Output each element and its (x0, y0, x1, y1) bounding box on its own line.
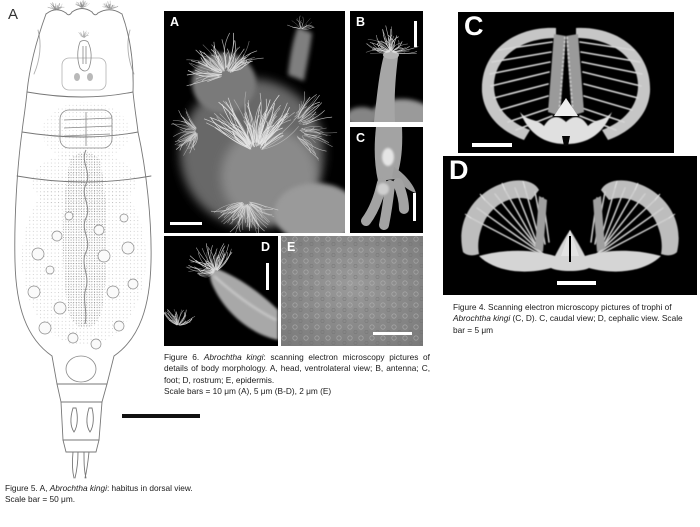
species-name: Abrochtha kingi (453, 313, 511, 324)
figure5-scale-bar (122, 414, 200, 418)
figure6-panel-a-label: A (170, 15, 180, 29)
figure5-caption: Figure 5. A, Abrochtha kingi: habitus in dorsal view. Scale bar = 50 μm. (5, 483, 193, 505)
head-cilia (76, 0, 90, 7)
sem-epidermis-art (281, 236, 423, 346)
figure4-caption: Figure 4. Scanning electron microscopy pictures of trophi of Abrochtha kingi (C, D). C, caudal view; D, cephalic view. Scale bar = 5 μm (453, 302, 683, 335)
figure5-scale-text: Scale bar = 50 μm. (5, 494, 76, 505)
figure4-panel-c-label: C (464, 12, 484, 41)
figure6-panel-d-label: D (260, 240, 270, 254)
scale-bar (557, 281, 596, 285)
scale-bar (472, 143, 512, 147)
sem-head-art (164, 11, 345, 233)
figure5-panel-label: A (8, 6, 19, 23)
species-name: Abrochtha kingi (203, 352, 264, 362)
sem-panel-trophi-cephalic (443, 156, 697, 295)
scale-bar (414, 21, 417, 47)
sem-panel-rostrum (164, 236, 278, 346)
scale-bar (373, 332, 412, 335)
trophi-cephalic-art (443, 156, 697, 295)
head-cilia (102, 1, 118, 9)
sem-panel-trophi-caudal (458, 12, 674, 153)
cilia-tuft (186, 243, 232, 277)
rostrum-cilia (79, 31, 89, 38)
scale-bar (413, 193, 416, 221)
cilia-tuft (164, 309, 195, 325)
scale-bar (170, 222, 202, 225)
head-cilia (48, 2, 65, 10)
cilia-tuft (366, 26, 418, 54)
figure5-caption-text: Figure 5. A, (5, 483, 50, 493)
figure6-caption: Figure 6. Abrochtha kingi: scanning electron microscopy pictures of details of body morphology. A, head, ventrolateral view; B, antenna; C, foot; D, rostrum; E, epidermis. Scale bars = 10 μm (A), 5 μm (B-D), 2 μm (E) (164, 352, 430, 396)
figure6-panel-e-label: E (287, 240, 296, 254)
sem-panel-foot (350, 127, 423, 233)
sem-panel-epidermis (281, 236, 423, 346)
figure6-panel-b-label: B (356, 15, 366, 29)
figure6-scale-text: Scale bars = 10 μm (A), 5 μm (B-D), 2 μm (E) (164, 385, 332, 396)
sem-panel-head (164, 11, 345, 233)
trophi-caudal-art (458, 12, 674, 153)
figure6-panel-c-label: C (356, 131, 366, 145)
figure4-panel-d-label: D (449, 156, 469, 185)
cilia-tuft (287, 16, 314, 30)
sem-panel-antenna (350, 11, 423, 122)
species-name: Abrochtha kingi (49, 483, 107, 493)
scale-bar (266, 263, 269, 290)
